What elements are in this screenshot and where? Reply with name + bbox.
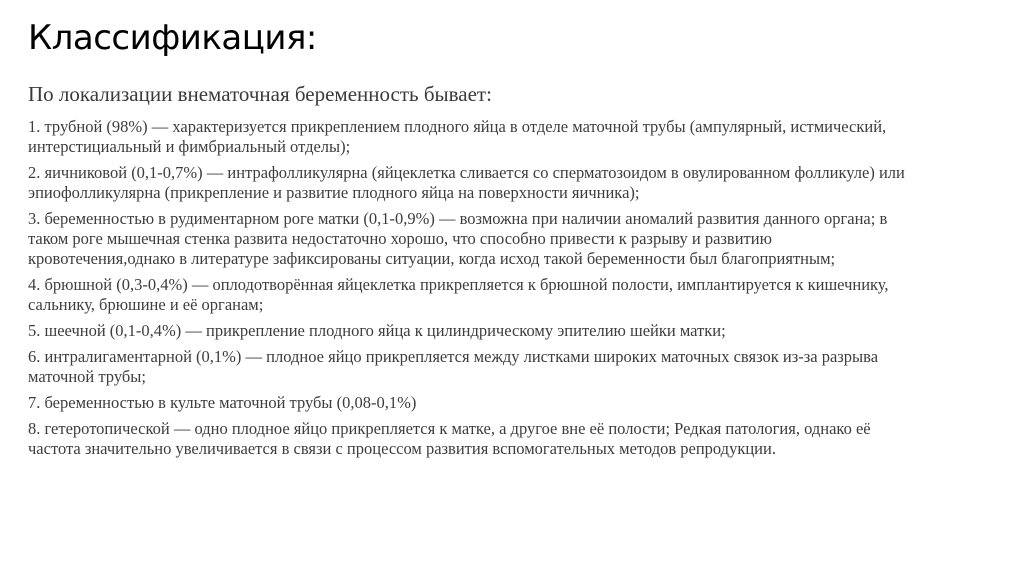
classification-item-abdominal: 4. брюшной (0,3-0,4%) — оплодотворённая яйцеклетка прикрепляется к брюшной полости, имплантируется к кишечнику, сальнику, брюшине и её органам; <box>28 275 889 314</box>
slide-title: Классификация: <box>28 18 317 58</box>
classification-list <box>28 117 908 465</box>
slide-subtitle: По локализации внематочная беременность бывает: <box>28 82 492 106</box>
classification-item-intraligamentary: 6. интралигаментарной (0,1%) — плодное яйцо прикрепляется между листками широких маточных связок из-за разрыва маточной трубы; <box>28 347 879 386</box>
classification-item-tube-stump: 7. беременностью в культе маточной трубы (0,08-0,1%) <box>28 393 417 412</box>
classification-item-rudimentary-horn: 3. беременностью в рудиментарном роге матки (0,1-0,9%) — возможна при наличии аномалий развития данного органа; в таком роге мышечная стенка развита недостаточно хорошо, что способно привести к разрыву и развитию кровотечения,однако в литературе зафиксированы ситуации, когда исход такой беременности был благоприятным; <box>28 209 888 268</box>
classification-item-ovarian: 2. яичниковой (0,1-0,7%) — интрафолликулярна (яйцеклетка сливается со сперматозоидом в овулированном фолликуле) или эпиофолликулярна (прикрепление и развитие плодного яйца на поверхности яичника); <box>28 163 905 202</box>
classification-item-heterotopic: 8. гетеротопической — одно плодное яйцо прикрепляется к матке, а другое вне её полости; Редкая патология, однако её частота значительно увеличивается в связи с процессом развития вспомогательных методов репродукции. <box>28 419 871 458</box>
classification-item-cervical: 5. шеечной (0,1-0,4%) — прикрепление плодного яйца к цилиндрическому эпителию шейки матки; <box>28 321 726 340</box>
classification-item-tubal: 1. трубной (98%) — характеризуется прикреплением плодного яйца в отделе маточной трубы (ампулярный, истмический, интерстициальный и фимбриальный отделы); <box>28 117 887 156</box>
